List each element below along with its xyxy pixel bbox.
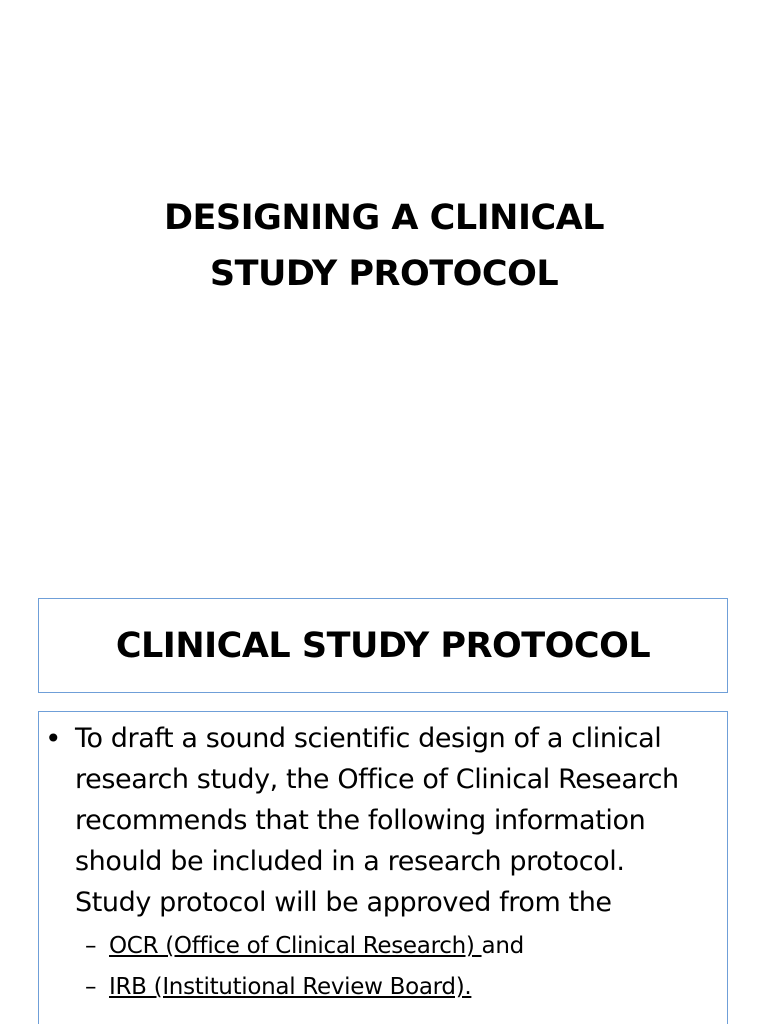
- sub-item-irb: [85, 970, 705, 1004]
- slide-2-title: CLINICAL STUDY PROTOCOL: [115, 625, 651, 666]
- sub-item-ocr: [85, 929, 705, 963]
- dash-icon: –: [85, 933, 97, 959]
- bullet-dot-icon: •: [45, 722, 62, 755]
- sub-item-suffix: and: [481, 933, 524, 959]
- slide-2-title-box: [38, 598, 728, 693]
- slide-1-title: [84, 190, 684, 302]
- bullet-line: Study protocol will be approved from the: [75, 887, 612, 918]
- dash-icon: –: [85, 974, 97, 1000]
- bullet-line: To draft a sound scientific design of a clinical: [75, 723, 662, 754]
- bullet-text: [75, 718, 715, 923]
- slide-2-body-box: [38, 711, 728, 1024]
- slide-1-title-line-2: STUDY PROTOCOL: [209, 254, 559, 294]
- ocr-link[interactable]: OCR (Office of Clinical Research): [109, 933, 482, 959]
- bullet-line: research study, the Office of Clinical Research: [75, 764, 679, 795]
- bullet-line: should be included in a research protocol.: [75, 846, 625, 877]
- irb-link[interactable]: IRB (Institutional Review Board).: [109, 974, 472, 1000]
- bullet-line: recommends that the following information: [75, 805, 646, 836]
- slide-1-title-line-1: DESIGNING A CLINICAL: [163, 198, 605, 238]
